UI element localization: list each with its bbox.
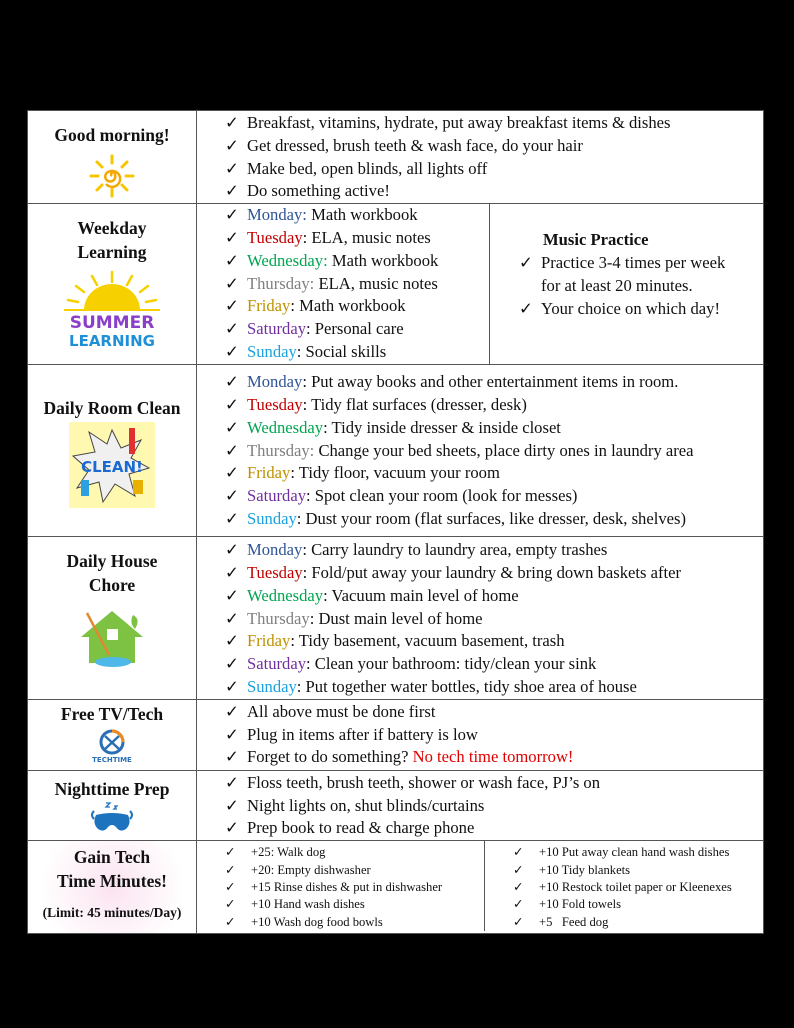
day-item	[225, 417, 763, 440]
day-item	[225, 630, 763, 653]
check-icon: ✓	[513, 845, 524, 860]
day-name: Monday	[247, 372, 303, 392]
check-icon: ✓	[225, 417, 239, 437]
check-icon: ✓	[225, 701, 239, 721]
music-list	[490, 252, 763, 320]
day-item	[225, 371, 763, 394]
gain-left-list	[197, 844, 484, 931]
check-icon: ✓	[513, 879, 524, 894]
day-item	[225, 485, 763, 508]
learning-label-line2: Learning	[77, 242, 147, 263]
day-name: Wednesday	[247, 585, 324, 605]
day-task: : ELA, music notes	[302, 227, 431, 247]
day-name: Monday	[247, 540, 303, 560]
sleep-mask-icon	[88, 801, 136, 835]
row-house	[28, 537, 764, 700]
night-label-cell	[28, 770, 197, 840]
day-item	[225, 318, 489, 341]
summer-text: SUMMER	[69, 313, 155, 334]
check-icon: ✓	[225, 296, 239, 316]
day-task: : Tidy flat surfaces (dresser, desk)	[302, 394, 527, 414]
house-cleaning-icon	[77, 607, 147, 669]
check-icon: ✓	[225, 158, 239, 178]
row-morning	[28, 111, 764, 204]
list-item	[225, 724, 763, 747]
day-name: Friday	[247, 631, 291, 651]
night-list	[197, 772, 763, 840]
item-text: Do something active!	[247, 181, 390, 201]
room-list	[197, 371, 763, 531]
day-item	[225, 295, 489, 318]
list-item	[513, 914, 763, 931]
item-text: All above must be done first	[247, 701, 436, 721]
item-text: +10 Tidy blankets	[539, 862, 631, 877]
check-icon: ✓	[225, 631, 239, 651]
check-icon: ✓	[225, 795, 239, 815]
row-learning	[28, 204, 764, 365]
day-name: Thursday:	[247, 273, 315, 293]
day-task: Change your bed sheets, place dirty ones in laundry area	[314, 440, 694, 460]
day-task: ELA, music notes	[314, 273, 438, 293]
item-text: Prep book to read & charge phone	[247, 818, 475, 838]
check-icon: ✓	[225, 747, 239, 767]
list-item	[225, 180, 763, 203]
day-task: : Clean your bathroom: tidy/clean your sink	[306, 654, 597, 674]
day-name: Saturday	[247, 654, 306, 674]
techtime-clock-icon	[92, 728, 132, 764]
list-item	[519, 275, 763, 298]
check-icon: ✓	[225, 341, 239, 361]
house-label-cell	[28, 537, 197, 700]
check-icon: ✓	[225, 319, 239, 339]
row-room	[28, 365, 764, 537]
day-item	[225, 562, 763, 585]
learning-text: LEARNING	[69, 332, 155, 351]
list-item	[225, 112, 763, 135]
day-task: : Carry laundry to laundry area, empty trashes	[302, 540, 608, 560]
techtime-text: TECHTIME	[92, 755, 132, 764]
learning-label-cell	[28, 204, 197, 365]
room-label: Daily Room Clean	[43, 398, 181, 419]
check-icon: ✓	[225, 608, 239, 628]
check-icon: ✓	[225, 879, 236, 894]
sun-icon	[87, 153, 137, 199]
item-text: Your choice on which day!	[541, 298, 720, 318]
check-icon: ✓	[225, 676, 239, 696]
summer-learning-logo	[62, 270, 162, 350]
clean-burst-icon	[69, 422, 155, 508]
room-label-cell	[28, 365, 197, 537]
list-item	[225, 772, 763, 795]
day-name: Tuesday	[247, 227, 303, 247]
house-label-line2: Chore	[88, 575, 136, 596]
item-text: Plug in items after if battery is low	[247, 724, 478, 744]
item-text: +10 Put away clean hand wash dishes	[539, 845, 730, 860]
check-icon: ✓	[225, 654, 239, 674]
gain-limit: (Limit: 45 minutes/Day)	[42, 905, 182, 921]
gain-label-line1: Gain Tech	[73, 847, 151, 868]
check-icon: ✓	[225, 818, 239, 838]
day-name: Saturday	[247, 319, 306, 339]
item-text: +10 Wash dog food bowls	[251, 914, 383, 929]
check-icon: ✓	[225, 205, 239, 225]
day-item	[225, 273, 489, 296]
row-night	[28, 770, 764, 840]
check-icon: ✓	[513, 914, 524, 929]
check-icon: ✓	[225, 914, 236, 929]
item-text: +10 Restock toilet paper or Kleenexes	[539, 879, 732, 894]
day-name: Tuesday	[247, 394, 303, 414]
item-text: +10 Hand wash dishes	[251, 897, 365, 912]
gain-label-cell	[28, 841, 197, 934]
item-text: +10 Fold towels	[539, 897, 621, 912]
tech-label: Free TV/Tech	[60, 703, 164, 724]
morning-label: Good morning!	[54, 125, 170, 145]
check-icon: ✓	[225, 585, 239, 605]
day-task: : Tidy floor, vacuum your room	[290, 463, 500, 483]
check-icon: ✓	[225, 135, 239, 155]
day-task: : Tidy basement, vacuum basement, trash	[290, 631, 565, 651]
check-icon: ✓	[225, 540, 239, 560]
check-icon: ✓	[225, 394, 239, 414]
night-label: Nighttime Prep	[54, 778, 170, 799]
morning-label-cell	[28, 111, 197, 204]
item-text: +5 Feed dog	[539, 914, 609, 929]
list-item	[519, 252, 763, 275]
day-name: Tuesday	[247, 562, 303, 582]
day-task: : Math workbook	[290, 296, 406, 316]
tech-warning: No tech time tomorrow!	[412, 747, 574, 767]
list-item	[513, 879, 763, 896]
check-icon: ✓	[225, 440, 239, 460]
day-item	[225, 440, 763, 463]
day-name: Friday	[247, 296, 291, 316]
day-name: Wednesday	[247, 417, 324, 437]
day-name: Sunday	[247, 676, 297, 696]
music-title: Music Practice	[543, 230, 649, 250]
list-item	[225, 817, 763, 840]
house-label-line1: Daily House	[66, 551, 158, 572]
chore-chart	[27, 110, 764, 934]
tech-label-cell	[28, 699, 197, 770]
day-name: Saturday	[247, 486, 306, 506]
day-item	[225, 204, 489, 227]
day-item	[225, 227, 489, 250]
day-item	[225, 250, 489, 273]
day-task: : Social skills	[296, 341, 387, 361]
day-task: : Spot clean your room (look for messes)	[306, 486, 578, 506]
list-item	[225, 896, 484, 913]
day-item	[225, 539, 763, 562]
check-icon: ✓	[519, 252, 533, 272]
day-item	[225, 341, 489, 364]
day-task: : Put together water bottles, tidy shoe area of house	[296, 676, 637, 696]
check-icon: ✓	[225, 486, 239, 506]
learning-label-line1: Weekday	[77, 218, 147, 239]
item-text: Breakfast, vitamins, hydrate, put away breakfast items & dishes	[247, 113, 671, 132]
day-name: Sunday	[247, 341, 297, 361]
day-task: Math workbook	[327, 250, 439, 270]
item-text: for at least 20 minutes.	[541, 275, 693, 295]
day-item	[225, 676, 763, 699]
day-name: Thursday:	[247, 440, 315, 460]
list-item	[225, 135, 763, 158]
item-text: Forget to do something?	[247, 747, 413, 767]
check-icon: ✓	[513, 897, 524, 912]
check-icon: ✓	[225, 508, 239, 528]
day-item	[225, 508, 763, 531]
day-item	[225, 653, 763, 676]
gain-right-list	[485, 844, 763, 931]
item-text: Get dressed, brush teeth & wash face, do your hair	[247, 135, 583, 155]
day-item	[225, 608, 763, 631]
item-text: +15 Rinse dishes & put in dishwasher	[251, 879, 443, 894]
list-item	[225, 879, 484, 896]
check-icon: ✓	[225, 250, 239, 270]
row-gain	[28, 841, 764, 934]
morning-list	[197, 112, 763, 203]
day-name: Friday	[247, 463, 291, 483]
list-item	[519, 298, 763, 321]
day-task: : Personal care	[306, 319, 404, 339]
day-task: : Put away books and other entertainment items in room.	[302, 372, 679, 392]
check-icon: ✓	[225, 562, 239, 582]
list-item	[225, 158, 763, 181]
day-task: : Dust your room (flat surfaces, like dresser, desk, shelves)	[296, 508, 686, 528]
item-text: Practice 3-4 times per week	[541, 252, 726, 272]
list-item	[225, 862, 484, 879]
item-text: Night lights on, shut blinds/curtains	[247, 795, 485, 815]
day-name: Wednesday:	[247, 250, 328, 270]
item-text: +25: Walk dog	[251, 845, 326, 860]
list-item	[225, 795, 763, 818]
check-icon: ✓	[225, 772, 239, 792]
check-icon: ✓	[225, 463, 239, 483]
clean-text: CLEAN!	[81, 458, 143, 477]
list-item	[513, 844, 763, 861]
day-name: Sunday	[247, 508, 297, 528]
list-item	[225, 701, 763, 724]
list-item	[513, 896, 763, 913]
day-task: : Fold/put away your laundry & bring down baskets after	[302, 562, 681, 582]
check-icon: ✓	[519, 298, 533, 318]
list-item	[513, 862, 763, 879]
item-text: Make bed, open blinds, all lights off	[247, 158, 488, 178]
day-task: Math workbook	[306, 205, 418, 225]
gain-label-line2: Time Minutes!	[56, 871, 168, 892]
item-text: Floss teeth, brush teeth, shower or wash face, PJ’s on	[247, 772, 601, 792]
day-item	[225, 394, 763, 417]
list-item	[225, 844, 484, 861]
check-icon: ✓	[225, 273, 239, 293]
check-icon: ✓	[225, 862, 236, 877]
check-icon: ✓	[225, 227, 239, 247]
row-tech	[28, 699, 764, 770]
day-task: : Dust main level of home	[309, 608, 483, 628]
list-item	[225, 914, 484, 931]
check-icon: ✓	[225, 372, 239, 392]
check-icon: ✓	[225, 897, 236, 912]
check-icon: ✓	[225, 845, 236, 860]
house-list	[197, 539, 763, 699]
learning-list	[197, 204, 489, 364]
check-icon: ✓	[225, 113, 239, 132]
day-name: Thursday	[247, 608, 310, 628]
day-item	[225, 462, 763, 485]
day-item	[225, 585, 763, 608]
list-item	[225, 746, 763, 769]
check-icon: ✓	[513, 862, 524, 877]
day-name: Monday:	[247, 205, 307, 225]
check-icon: ✓	[225, 181, 239, 201]
item-text: +20: Empty dishwasher	[251, 862, 371, 877]
day-task: : Tidy inside dresser & inside closet	[323, 417, 561, 437]
check-icon: ✓	[225, 724, 239, 744]
tech-list	[197, 701, 763, 769]
day-task: : Vacuum main level of home	[323, 585, 519, 605]
